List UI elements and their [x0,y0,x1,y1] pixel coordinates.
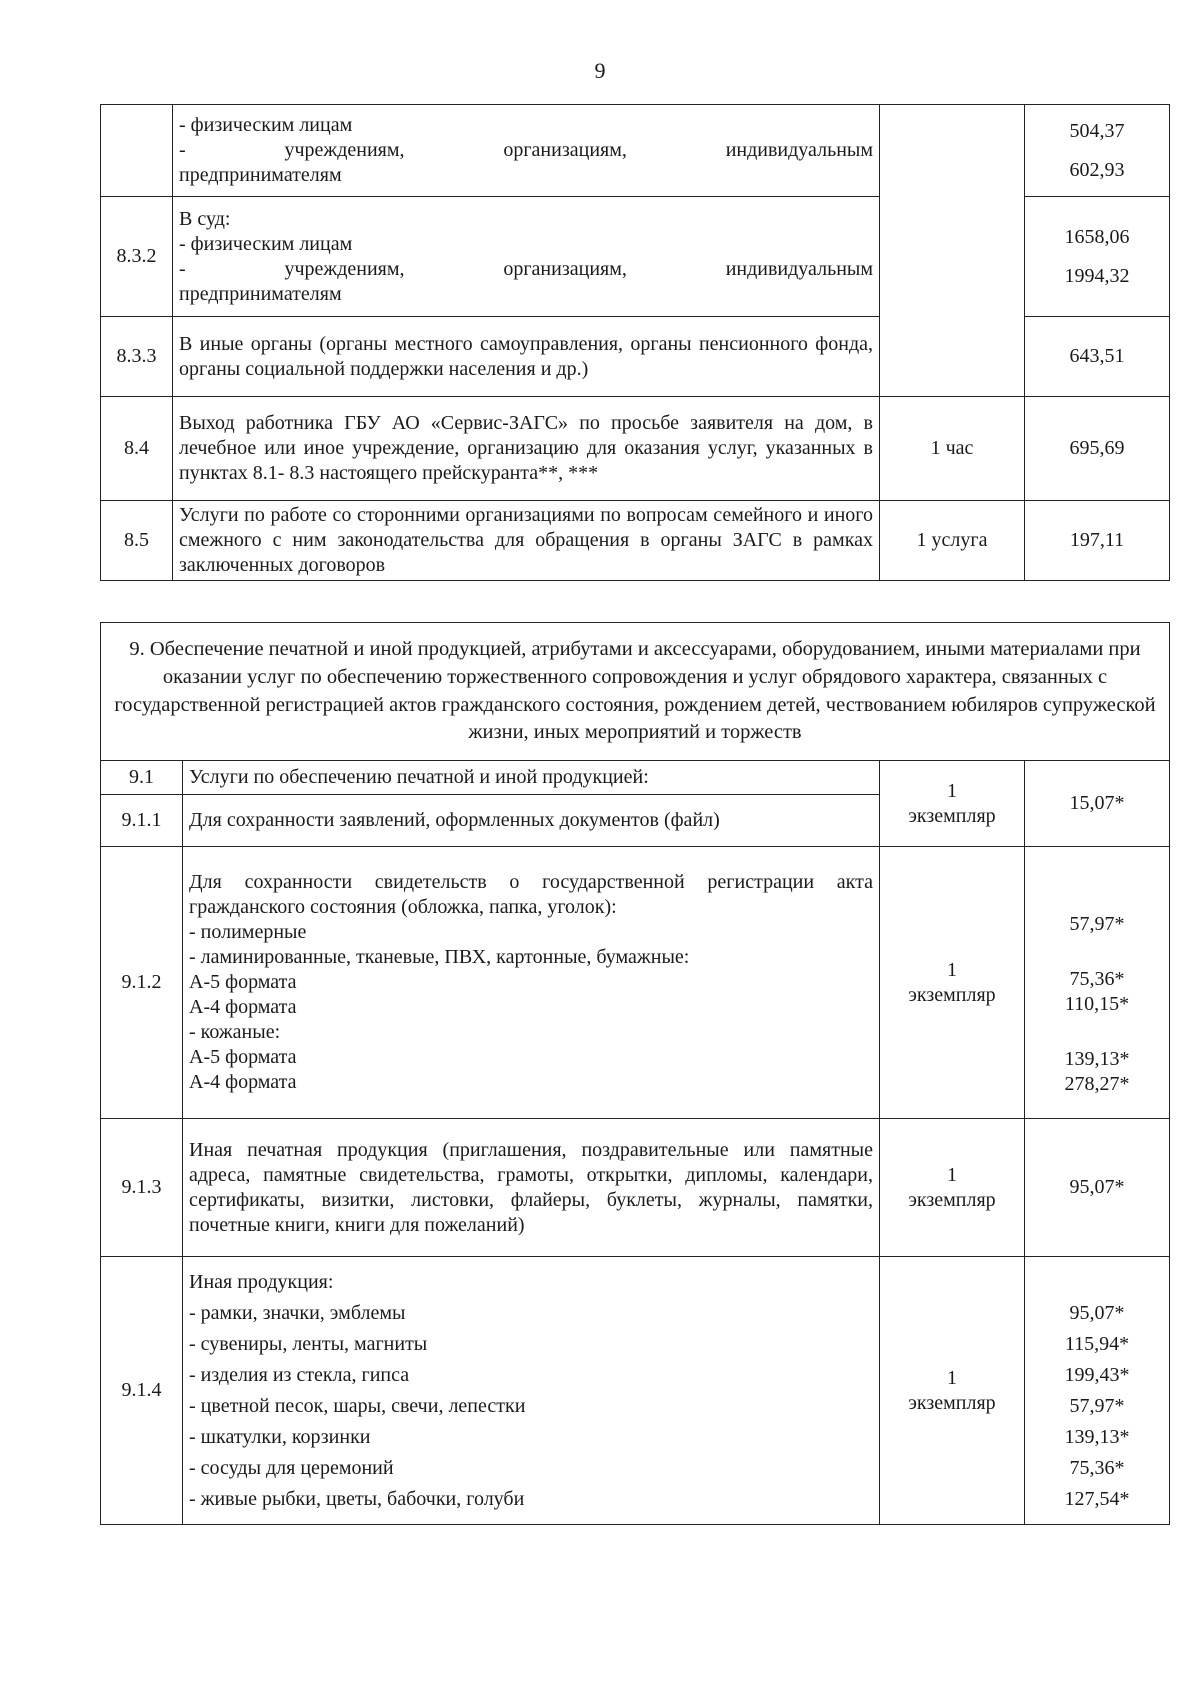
table-row [101,1119,1170,1257]
description-intro: Иная продукция: [189,1270,334,1293]
row-description: Услуги по обеспечению печатной и иной продукцией: [183,761,880,795]
row-price: 643,51 [1025,317,1170,397]
description-line: - учреждениям, организациям, индивидуальным [179,257,873,280]
price-value: 75,36* [1069,1457,1125,1479]
row-number: 9.1.4 [101,1257,183,1525]
table-row [101,847,1170,1119]
unit-label: экземпляр [908,983,996,1006]
row-unit: 1 час [880,397,1025,501]
price-value: 75,36* [1069,968,1125,990]
row-price: 197,11 [1025,501,1170,581]
row-price [1025,1257,1170,1525]
unit-count: 1 [947,1366,957,1389]
description-line: - шкатулки, корзинки [189,1425,371,1448]
price-value: 110,15* [1064,993,1130,1015]
description-line: - ламинированные, тканевые, ПВХ, картонные, бумажные: [189,946,690,968]
description-line: предпринимателям [179,282,342,305]
description-line: А-4 формата [189,996,297,1018]
row-price [1025,197,1170,317]
price-value: 139,13* [1064,1048,1130,1070]
price-value: 95,07* [1069,1302,1125,1324]
description-line: - физическим лицам [179,114,353,136]
row-number: 8.3.3 [101,317,173,397]
row-price [1025,847,1170,1119]
table-row [101,105,1170,197]
price-value: 278,27* [1064,1073,1130,1095]
description-line: А-5 формата [189,971,297,993]
row-price: 95,07* [1025,1119,1170,1257]
row-unit [880,105,1025,397]
price-value: 504,37 [1069,119,1125,142]
price-value: 1994,32 [1064,264,1130,287]
price-value: 199,43* [1064,1364,1130,1386]
description-line: А-4 формата [189,1071,297,1093]
description-line: - физическим лицам [179,232,353,255]
row-description [173,197,880,317]
row-number: 9.1.2 [101,847,183,1119]
description-line: - живые рыбки, цветы, бабочки, голуби [189,1487,525,1510]
price-value: 602,93 [1069,158,1125,181]
row-description: Услуги по работе со сторонними организациями по вопросам семейного и иного смежного с ним законодательства для обращения в органы ЗАГС в рамках заключенных договоров [173,501,880,581]
description-line: А-5 формата [189,1046,297,1068]
row-price: 15,07* [1025,761,1170,847]
unit-label: экземпляр [908,804,996,827]
price-table-section-8 [100,104,1170,581]
row-unit [880,847,1025,1119]
row-number: 8.4 [101,397,173,501]
description-line: - цветной песок, шары, свечи, лепестки [189,1394,526,1417]
price-value: 127,54* [1064,1488,1130,1510]
description-line: - рамки, значки, эмблемы [189,1301,406,1324]
price-value: 57,97* [1069,913,1125,935]
row-price: 695,69 [1025,397,1170,501]
description-line: - учреждениям, организациям, индивидуальным [179,139,873,161]
description-intro: Для сохранности свидетельств о государственной регистрации акта гражданского состояния (обложка, папка, уголок): [189,871,873,918]
table-row [101,397,1170,501]
description-line: предпринимателям [179,164,342,186]
unit-count: 1 [947,958,957,981]
row-description: Выход работника ГБУ АО «Сервис-ЗАГС» по просьбе заявителя на дом, в лечебное или иное учреждение, организацию для оказания услуг, указанных в пунктах 8.1- 8.3 настоящего прейскуранта**, *** [173,397,880,501]
row-number: 8.3.2 [101,197,173,317]
table-row [101,501,1170,581]
row-price [1025,105,1170,197]
row-unit [880,1119,1025,1257]
row-description [183,847,880,1119]
description-line: - изделия из стекла, гипса [189,1363,410,1386]
row-number: 9.1 [101,761,183,795]
unit-label: экземпляр [908,1391,996,1414]
row-description: В иные органы (органы местного самоуправления, органы пенсионного фонда, органы социальной поддержки населения и др.) [173,317,880,397]
description-line: - сувениры, ленты, магниты [189,1332,428,1355]
row-number [101,105,173,197]
row-description [173,105,880,197]
unit-label: экземпляр [908,1188,996,1211]
section-heading-row [101,623,1170,761]
price-table-section-9 [100,760,1170,1525]
description-line: - сосуды для церемоний [189,1456,394,1479]
row-description [183,1257,880,1525]
row-number: 9.1.1 [101,795,183,847]
row-unit [880,761,1025,847]
row-number: 8.5 [101,501,173,581]
row-description: Иная печатная продукция (приглашения, поздравительные или памятные адреса, памятные свидетельства, грамоты, открытки, дипломы, календари, сертификаты, визитки, листовки, флайеры, буклеты, журналы, памятки, почетные книги, книги для пожеланий) [183,1119,880,1257]
description-line: - полимерные [189,921,307,943]
price-value: 1658,06 [1064,225,1130,248]
unit-count: 1 [947,779,957,802]
row-number: 9.1.3 [101,1119,183,1257]
row-unit [880,1257,1025,1525]
price-value: 139,13* [1064,1426,1130,1448]
price-value: 57,97* [1069,1395,1125,1417]
table-row [101,1257,1170,1525]
row-description: Для сохранности заявлений, оформленных документов (файл) [183,795,880,847]
section-9-heading: 9. Обеспечение печатной и иной продукцией, атрибутами и аксессуарами, оборудованием, иными материалами при оказании услуг по обеспечению торжественного сопровождения и услуг обрядового характера, связанных с государственной регистрацией актов гражданского состояния, рождением детей, чествованием юбиляров супружеской жизни, иных мероприятий и торжеств [101,623,1170,761]
description-line: В суд: [179,207,231,230]
row-unit: 1 услуга [880,501,1025,581]
page-number: 9 [594,58,606,83]
section-9-heading-table [100,622,1170,761]
table-row [101,761,1170,795]
price-value: 115,94* [1064,1333,1130,1355]
unit-count: 1 [947,1163,957,1186]
description-line: - кожаные: [189,1021,281,1043]
